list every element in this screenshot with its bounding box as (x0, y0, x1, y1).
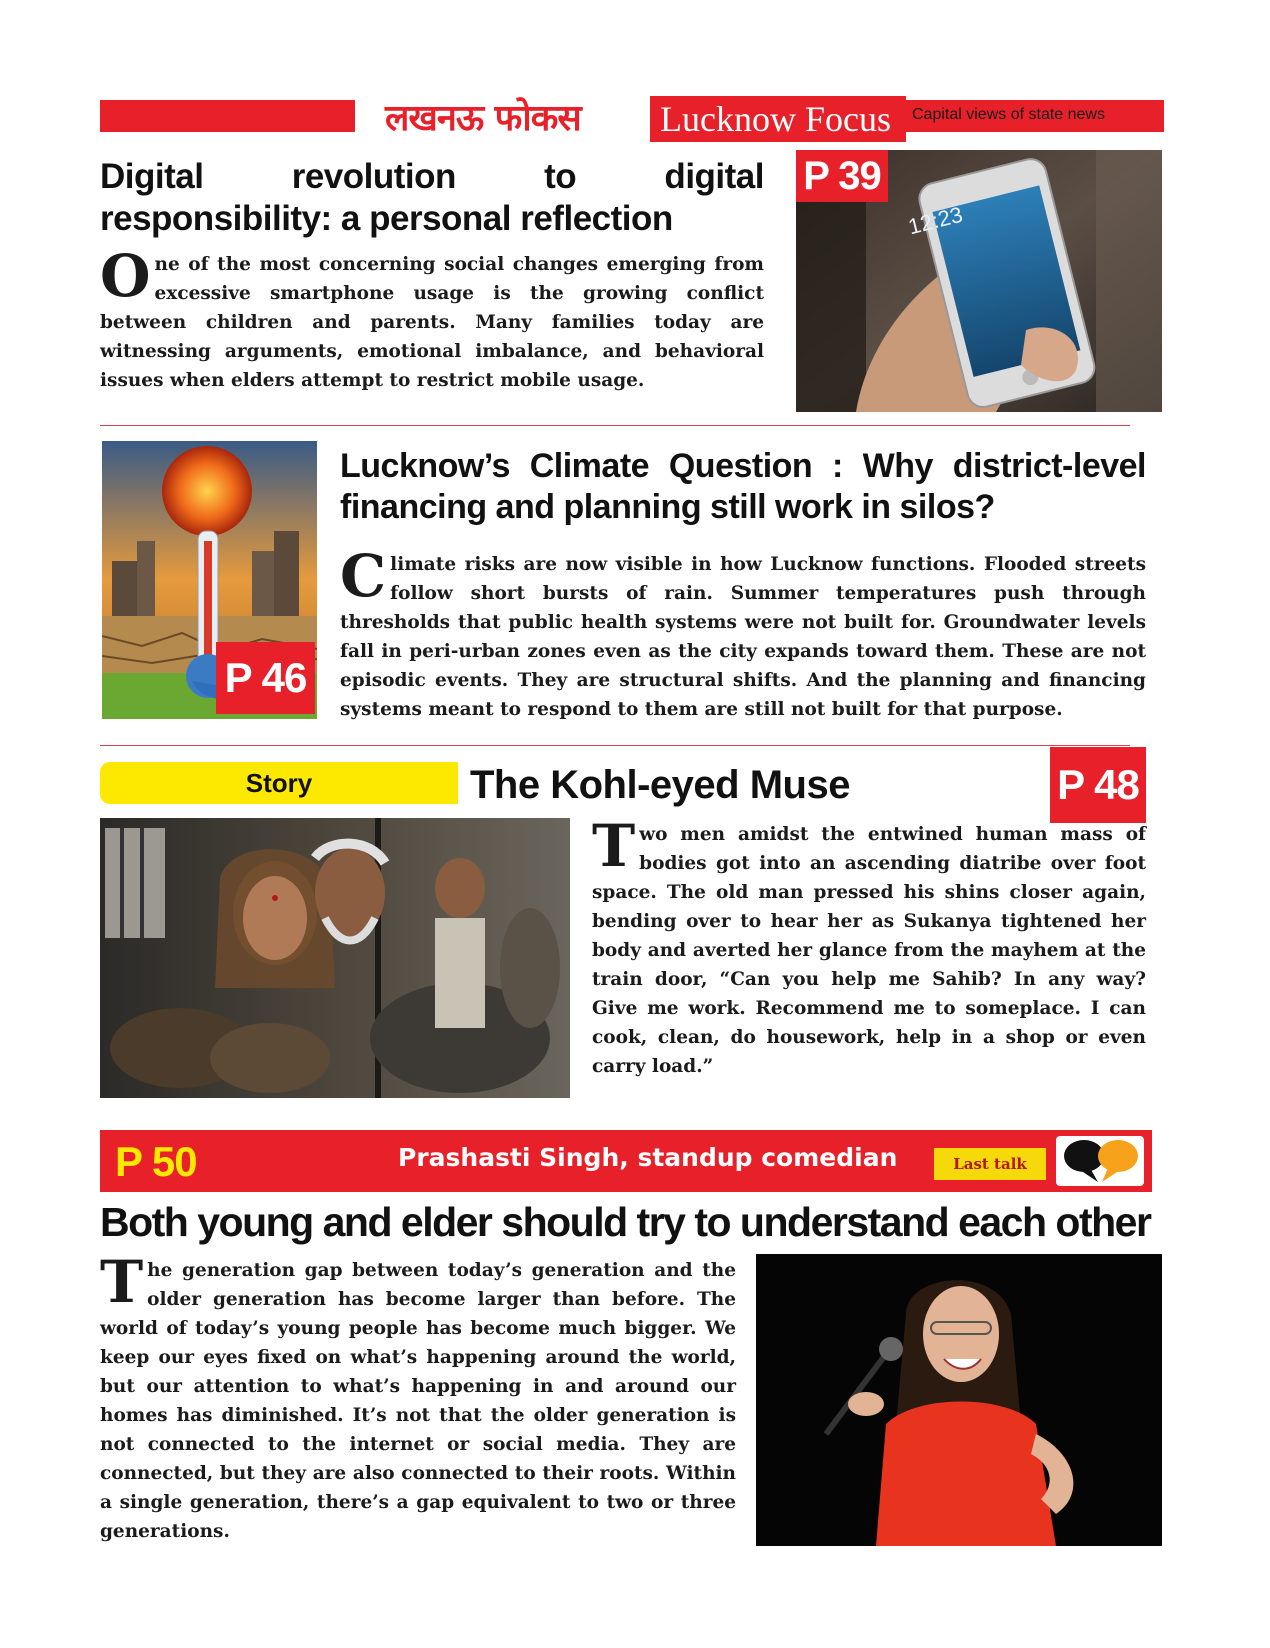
article1-body (100, 242, 764, 395)
divider-2 (100, 745, 1130, 746)
article1-dropcap: O (100, 242, 151, 310)
last-talk-label: Last talk (934, 1148, 1046, 1180)
article4-byline: Prashasti Singh, standup comedian (398, 1143, 898, 1172)
masthead-hindi-title: लखनऊ फोकस (385, 97, 581, 139)
article4-body (100, 1248, 736, 1546)
divider-1 (100, 425, 1130, 426)
article3-train-photo[interactable] (100, 818, 570, 1098)
masthead-tagline: Capital views of state news (912, 106, 1105, 123)
story-section-label: Story (100, 762, 458, 804)
article4-dropcap: T (100, 1248, 144, 1316)
article2-body (340, 542, 1146, 724)
article3-dropcap: T (592, 812, 636, 880)
article1-body-text: ne of the most concerning social changes emerging from excessive smartphone usage is the growing conflict between children and parents. Many families today are witnessing arguments, emotional imbalance, and behavioral issues when elders attempt to restrict mobile usage. (100, 254, 764, 391)
article3-body (592, 812, 1146, 1081)
article4-body-text: he generation gap between today’s generation and the older generation has become larger than before. The world of today’s young people has become much bigger. We keep our eyes fixed on what’s happening around the world, but our attention to what’s happening in and around our homes has diminished. It’s not that the older generation is not connected to the internet or social media. They are connected, but they are also connected to their roots. Within a single generation, there’s a gap equivalent to two or three generations. (100, 1260, 736, 1542)
article2-page-tag[interactable]: P 46 (216, 642, 315, 714)
article2-headline[interactable]: Lucknow’s Climate Question : Why district-level financing and planning still work in silos? (340, 447, 1146, 526)
article4-page-tag[interactable]: P 50 (115, 1138, 197, 1185)
article2-dropcap: C (340, 542, 387, 610)
masthead-english-title: Lucknow Focus (650, 96, 906, 142)
article1-photo-time: 12:23 (905, 201, 966, 240)
article4-headline[interactable]: Both young and elder should try to understand each other (100, 1199, 1151, 1245)
article3-body-text: wo men amidst the entwined human mass of bodies got into an ascending diatribe over foot space. The old man pressed his shins closer again, bending over to hear her as Sukanya tightened her body and averted her glance from the mayhem at the train door, “Can you help me Sahib? In any way? Give me work. Recommend me to someplace. I can cook, clean, do housework, help in a shop or even carry load.” (592, 824, 1146, 1077)
article1-page-tag[interactable]: P 39 (796, 150, 888, 202)
article1-headline[interactable]: Digital revolution to digital responsibility: a personal reflection (100, 157, 764, 238)
masthead-left-bar (100, 100, 355, 132)
speech-bubbles-icon (1058, 1136, 1144, 1186)
article2-body-text: limate risks are now visible in how Lucknow functions. Flooded streets follow short bursts of rain. Summer temperatures push through thresholds that public health systems were not built for. Groundwater levels fall in peri-urban zones even as the city expands toward them. These are not episodic events. They are structural shifts. And the planning and financing systems meant to respond to them are still not built for that purpose. (340, 554, 1146, 720)
article3-headline[interactable]: The Kohl-eyed Muse (470, 763, 850, 807)
article3-page-tag[interactable]: P 48 (1050, 747, 1146, 823)
comedian-illustration (756, 1254, 1162, 1546)
article4-comedian-photo[interactable] (756, 1254, 1162, 1546)
train-illustration (100, 818, 570, 1098)
